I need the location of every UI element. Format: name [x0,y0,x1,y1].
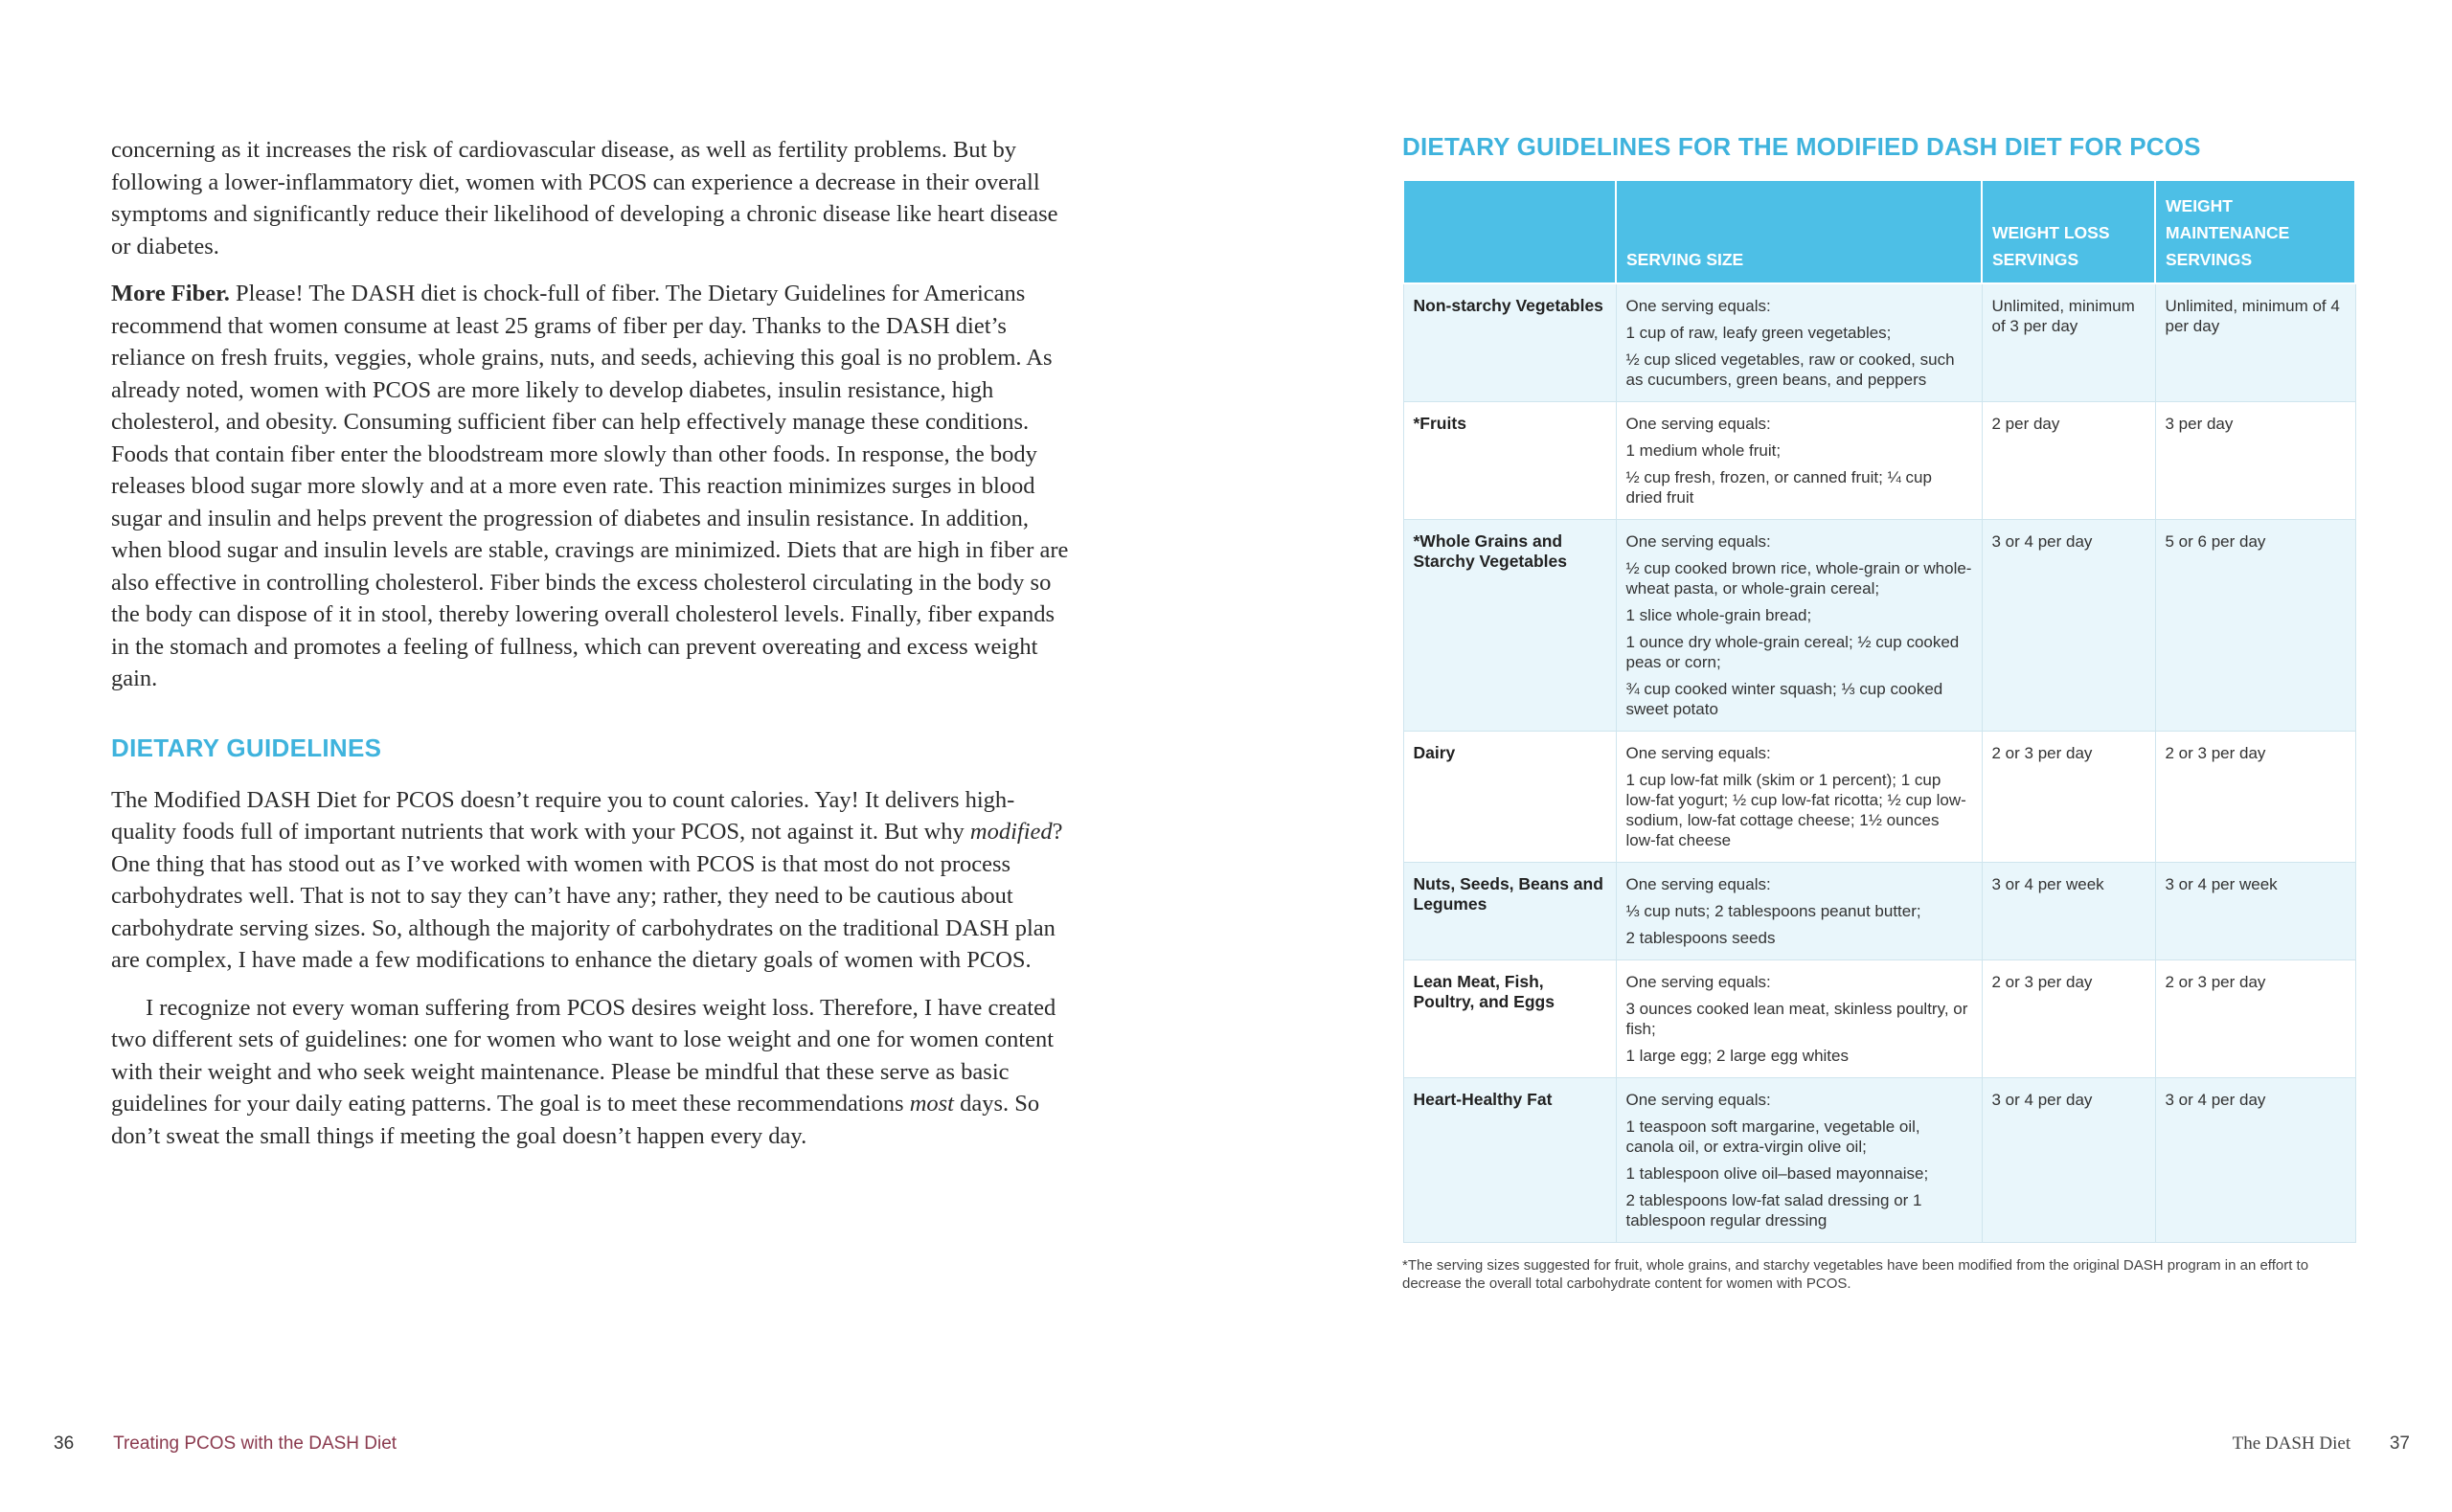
serving-line: 1 slice whole-grain bread; [1625,606,1812,624]
serving-line: One serving equals: [1625,1091,1771,1109]
serving-line: 1 cup low-fat milk (skim or 1 percent); 1 cup low-fat yogurt; ½ cup low-fat ricotta; ½ cup low-sodium, low-fat cottage cheese; 1½ ounces low-fat cheese [1625,771,1966,849]
table-title: DIETARY GUIDELINES FOR THE MODIFIED DASH DIET FOR PCOS [1402,132,2201,161]
row-maintenance: 2 or 3 per day [2155,732,2355,863]
table-row [1403,960,2355,1078]
table-row [1403,1078,2355,1243]
row-weight-loss: 3 or 4 per day [1982,520,2155,732]
row-serving [1616,283,1982,402]
row-category: *Fruits [1403,402,1616,520]
row-maintenance: 3 or 4 per day [2155,1078,2355,1243]
table-header-row [1403,180,2355,283]
row-serving [1616,520,1982,732]
serving-line: ¾ cup cooked winter squash; ⅓ cup cooked sweet potato [1625,680,1943,718]
row-serving [1616,402,1982,520]
table-row [1403,283,2355,402]
row-category: *Whole Grains and Starchy Vegetables [1403,520,1616,732]
header-serving-size: SERVING SIZE [1616,180,1982,283]
footer-right [2233,1433,2410,1455]
row-maintenance: 3 or 4 per week [2155,863,2355,960]
serving-line: One serving equals: [1625,415,1771,433]
row-maintenance: 3 per day [2155,402,2355,520]
running-title-right: The DASH Diet [2232,1433,2351,1454]
table-row [1403,402,2355,520]
more-fiber-lead: More Fiber. [111,281,230,306]
guidelines-table [1402,179,2356,1243]
table-row [1403,863,2355,960]
weight-loss-text-b: days. So don’t sweat the small things if meeting the goal doesn’t happen every day. [111,1091,1040,1149]
serving-line: 1 large egg; 2 large egg whites [1625,1047,1849,1065]
serving-line: One serving equals: [1625,532,1771,551]
footer-left [54,1433,397,1455]
row-serving [1616,863,1982,960]
serving-line: 1 cup of raw, leafy green vegetables; [1625,324,1892,342]
row-category: Nuts, Seeds, Beans and Legumes [1403,863,1616,960]
table-row [1403,520,2355,732]
more-fiber-text: Please! The DASH diet is chock-full of fiber. The Dietary Guidelines for Americans recommend that women consume at least 25 grams of fiber per day. Thanks to the DASH diet’s reliance on fresh fruits, veggies, whole grains, nuts, and seeds, achieving this goal is no problem. As already noted, women with PCOS are more likely to develop diabetes, insulin resistance, high cholesterol, and obesity. Consuming sufficient fiber can help effectively manage these conditions. Foods that contain fiber enter the bloodstream more slowly than other foods. In response, the body releases blood sugar more slowly and at a more even rate. This reaction minimizes surges in blood sugar and insulin and helps prevent the progression of diabetes and insulin resistance. In addition, when blood sugar and insulin levels are stable, cravings are minimized. Diets that are high in fiber are also effective in controlling cholesterol. Fiber binds the excess cholesterol circulating in the body so the body can dispose of it in stool, thereby lowering overall cholesterol levels. Finally, fiber expands in the stomach and promotes a feeling of fullness, which can prevent overeating and excess weight gain. [111,281,1069,691]
paragraph-weight-loss [111,992,1069,1153]
row-maintenance: 2 or 3 per day [2155,960,2355,1078]
left-page-body [111,134,1069,1167]
row-category: Non-starchy Vegetables [1403,283,1616,402]
weight-loss-text-a: I recognize not every woman suffering from PCOS desires weight loss. Therefore, I have created two different sets of guidelines: one for women who want to lose weight and one for women content with their weight and who seek weight maintenance. Please be mindful that these serve as basic guidelines for your daily eating patterns. The goal is to meet these recommendations [111,994,1056,1117]
row-category: Dairy [1403,732,1616,863]
row-category: Heart-Healthy Fat [1403,1078,1616,1243]
serving-line: 3 ounces cooked lean meat, skinless poultry, or fish; [1625,1000,1968,1038]
serving-line: ⅓ cup nuts; 2 tablespoons peanut butter; [1625,902,1921,920]
serving-line: 1 tablespoon olive oil–based mayonnaise; [1625,1164,1929,1183]
row-weight-loss: 2 or 3 per day [1982,960,2155,1078]
row-maintenance: Unlimited, minimum of 4 per day [2155,283,2355,402]
header-weight-loss: WEIGHT LOSS SERVINGS [1982,180,2155,283]
right-page-body [1402,132,2354,1293]
section-heading-dietary-guidelines: DIETARY GUIDELINES [111,733,382,762]
serving-line: 1 ounce dry whole-grain cereal; ½ cup cooked peas or corn; [1625,633,1960,671]
serving-line: 1 teaspoon soft margarine, vegetable oil, canola oil, or extra-virgin olive oil; [1625,1117,1920,1156]
serving-line: ½ cup fresh, frozen, or canned fruit; ¼ cup dried fruit [1625,468,1932,507]
header-weight-maintenance: WEIGHT MAINTENANCE SERVINGS [2155,180,2355,283]
serving-line: 2 tablespoons low-fat salad dressing or 1 tablespoon regular dressing [1625,1191,1922,1230]
weight-loss-emphasis: most [909,1091,954,1117]
row-serving [1616,960,1982,1078]
paragraph-modified-dash [111,784,1069,977]
paragraph-more-fiber [111,278,1069,695]
header-category [1403,180,1616,283]
page-number-right: 37 [2389,1433,2410,1454]
row-weight-loss: 3 or 4 per day [1982,1078,2155,1243]
serving-line: 1 medium whole fruit; [1625,441,1782,460]
paragraph-intro: concerning as it increases the risk of cardiovascular disease, as well as fertility problems. But by following a lower-inflammatory diet, women with PCOS can experience a decrease in their overall symptoms and significantly reduce their likelihood of developing a chronic disease like heart disease or diabetes. [111,137,1058,260]
row-weight-loss: 3 or 4 per week [1982,863,2155,960]
row-serving [1616,1078,1982,1243]
page-number-left: 36 [54,1433,75,1454]
table-footnote: *The serving sizes suggested for fruit, whole grains, and starchy vegetables have been modified from the original DASH program in an effort to decrease the overall total carbohydrate content for women with PCOS. [1402,1257,2309,1292]
serving-line: ½ cup cooked brown rice, whole-grain or whole-wheat pasta, or whole-grain cereal; [1625,559,1972,598]
serving-line: ½ cup sliced vegetables, raw or cooked, such as cucumbers, green beans, and peppers [1625,350,1955,389]
serving-line: One serving equals: [1625,973,1771,991]
modified-dash-text-b: ? One thing that has stood out as I’ve worked with women with PCOS is that most do not process carbohydrates well. That is not to say they can’t have any; rather, they need to be cautious about carbohydrate serving sizes. So, although the majority of carbohydrates on the traditional DASH plan are complex, I have made a few modifications to enhance the dietary goals of women with PCOS. [111,819,1063,973]
running-title-left: Treating PCOS with the DASH Diet [113,1433,397,1454]
serving-line: One serving equals: [1625,297,1771,315]
row-weight-loss: Unlimited, minimum of 3 per day [1982,283,2155,402]
serving-line: One serving equals: [1625,875,1771,893]
modified-dash-text-a: The Modified DASH Diet for PCOS doesn’t require you to count calories. Yay! It delivers high-quality foods full of important nutrients that work with your PCOS, not against it. But why [111,786,1015,845]
row-category: Lean Meat, Fish, Poultry, and Eggs [1403,960,1616,1078]
row-weight-loss: 2 or 3 per day [1982,732,2155,863]
row-maintenance: 5 or 6 per day [2155,520,2355,732]
serving-line: One serving equals: [1625,744,1771,762]
table-row [1403,732,2355,863]
serving-line: 2 tablespoons seeds [1625,929,1776,947]
modified-dash-emphasis: modified [969,819,1053,845]
row-serving [1616,732,1982,863]
row-weight-loss: 2 per day [1982,402,2155,520]
